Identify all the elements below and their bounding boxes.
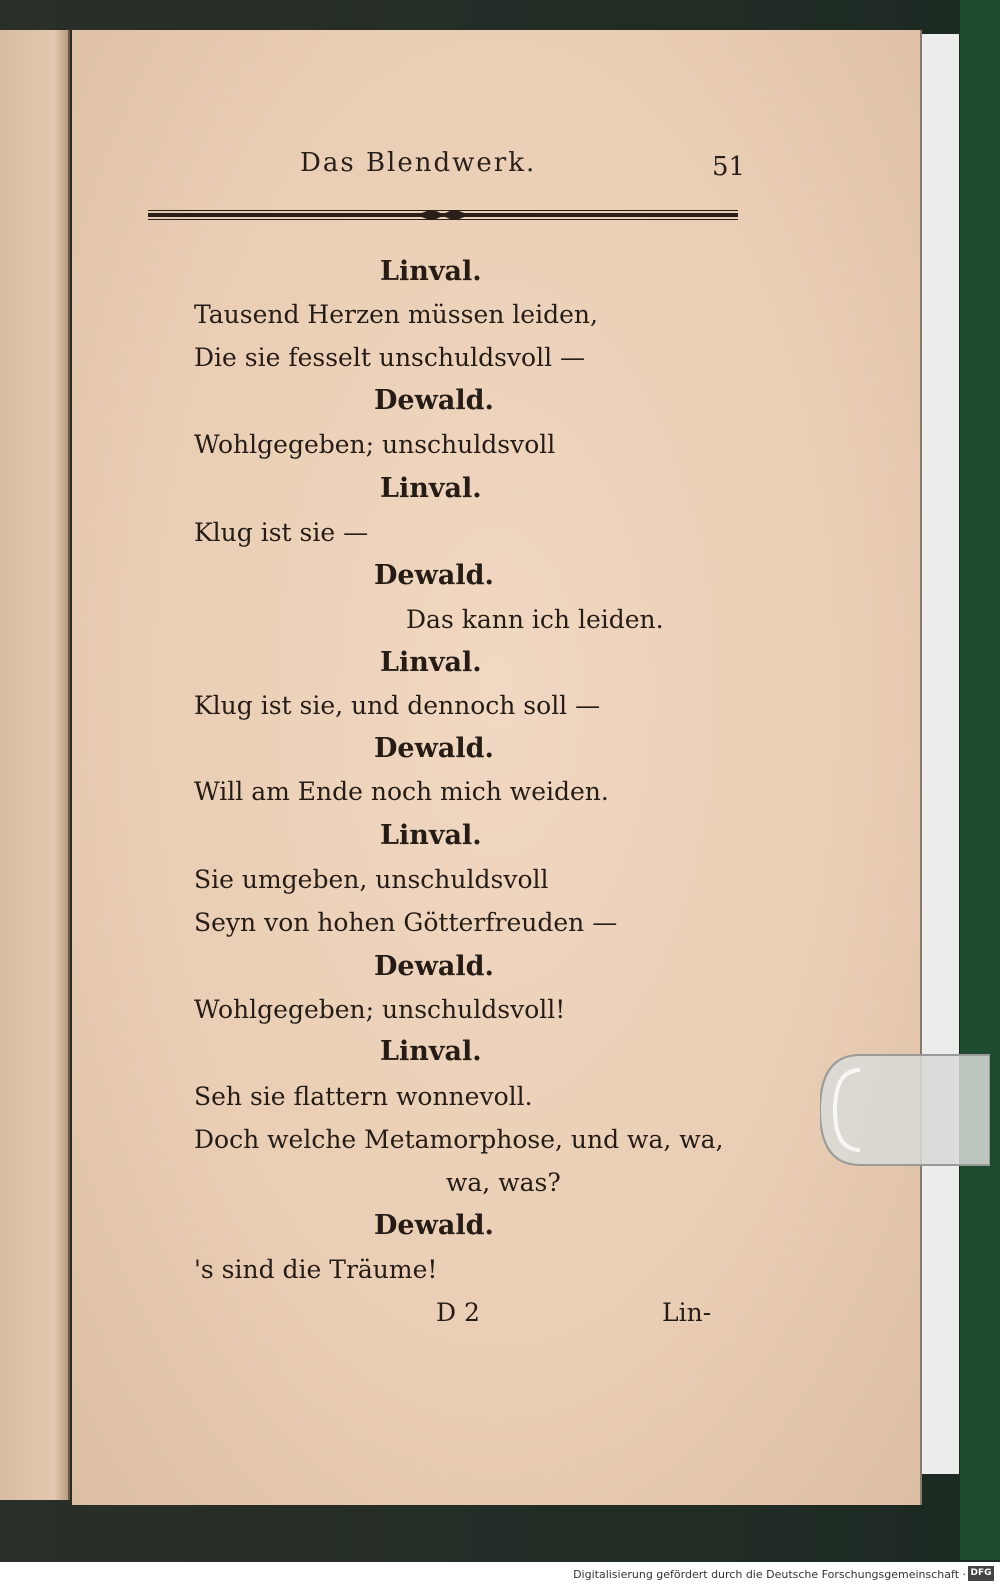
signature-mark: D 2: [436, 1298, 480, 1327]
speaker-dewald: Dewald.: [374, 560, 494, 591]
verse-line: Die sie fesselt unschuldsvoll —: [194, 343, 586, 372]
page-number: 51: [712, 152, 746, 182]
verse-line: Will am Ende noch mich weiden.: [194, 777, 609, 806]
speaker-dewald: Dewald.: [374, 1210, 494, 1241]
scanner-edge: [960, 0, 1000, 1560]
verse-line: 's sind die Träume!: [194, 1255, 438, 1284]
verse-line: Tausend Herzen müssen leiden,: [194, 300, 598, 329]
speaker-dewald: Dewald.: [374, 385, 494, 416]
catchword: Lin-: [662, 1298, 712, 1327]
running-title: Das Blendwerk.: [300, 148, 537, 178]
speaker-dewald: Dewald.: [374, 951, 494, 982]
page-clip: [820, 1050, 990, 1170]
verse-line: Seh sie flattern wonnevoll.: [194, 1082, 533, 1111]
verse-line: Sie umgeben, unschuldsvoll: [194, 865, 549, 894]
speaker-linval: Linval.: [380, 647, 482, 678]
speaker-linval: Linval.: [380, 820, 482, 851]
speaker-dewald: Dewald.: [374, 733, 494, 764]
verse-line: wa, was?: [446, 1168, 561, 1197]
dfg-logo: DFG: [968, 1566, 994, 1581]
verse-line: Seyn von hohen Götterfreuden —: [194, 908, 618, 937]
speaker-linval: Linval.: [380, 1036, 482, 1067]
verse-line: Das kann ich leiden.: [406, 605, 664, 634]
digitization-credit: Digitalisierung gefördert durch die Deutsche Forschungsgemeinschaft ·: [573, 1568, 966, 1581]
verse-line: Klug ist sie, und dennoch soll —: [194, 691, 601, 720]
speaker-linval: Linval.: [380, 473, 482, 504]
verse-line: Wohlgegeben; unschuldsvoll!: [194, 995, 566, 1024]
verse-line: Klug ist sie —: [194, 518, 369, 547]
previous-page-edge: [0, 30, 70, 1500]
ornamental-rule: [148, 208, 738, 222]
speaker-linval: Linval.: [380, 256, 482, 287]
verse-line: Doch welche Metamorphose, und wa, wa,: [194, 1125, 724, 1154]
verse-line: Wohlgegeben; unschuldsvoll: [194, 430, 556, 459]
